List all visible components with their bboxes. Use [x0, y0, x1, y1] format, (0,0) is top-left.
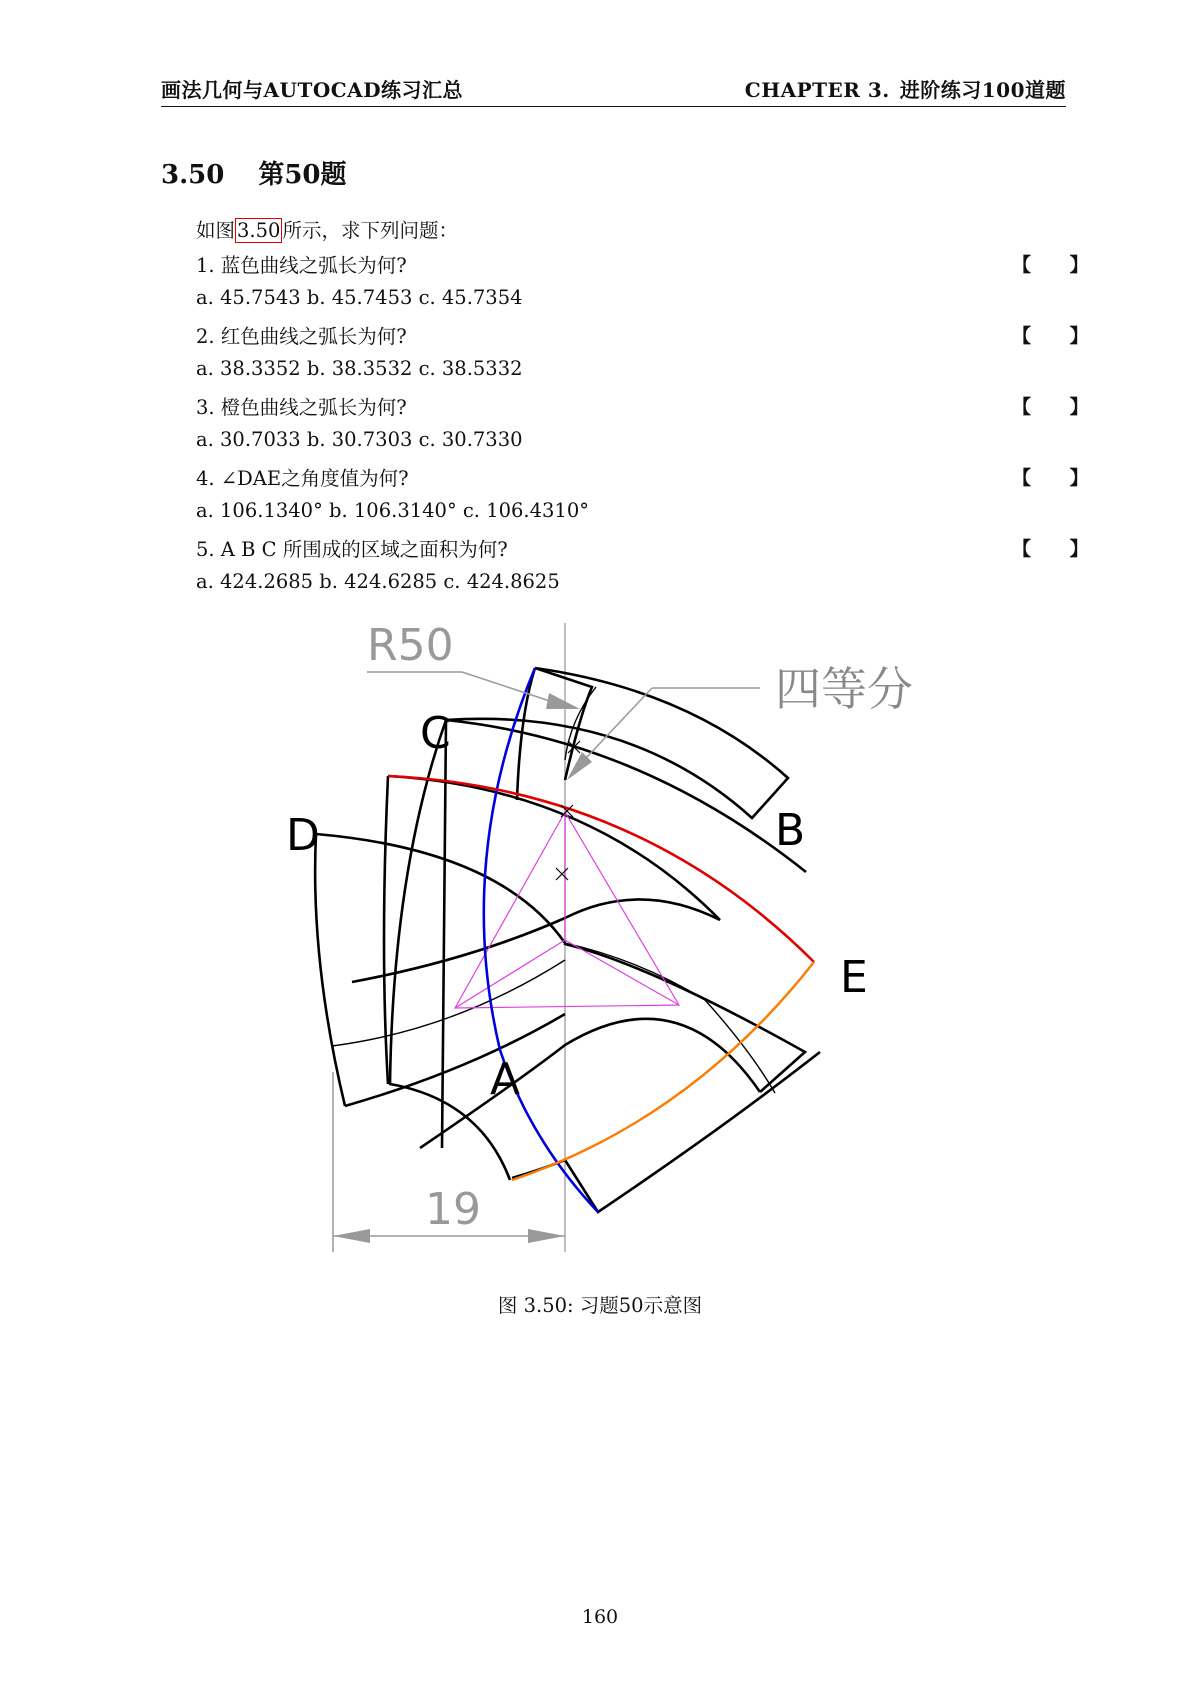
intro-prefix: 如图	[196, 219, 236, 242]
chapter-number: CHAPTER 3.	[744, 78, 890, 102]
middle-arc-1	[388, 776, 720, 920]
r50-label: R50	[367, 620, 454, 671]
label-e: E	[840, 952, 868, 1003]
question-5: 5. A B C 所围成的区域之面积为何?	[196, 538, 508, 561]
lower-arc	[420, 1019, 760, 1148]
dim-arrow-left	[333, 1229, 370, 1243]
answer-bracket-4[interactable]: 【 】	[1012, 467, 1105, 489]
running-header-title: 画法几何与AUTOCAD练习汇总	[161, 78, 464, 102]
question-4: 4. ∠DAE之角度值为何?	[196, 467, 409, 490]
d-bottom-edge	[345, 1014, 565, 1106]
left-arc-2	[384, 776, 388, 1084]
options-4: a. 106.1340° b. 106.3140° c. 106.4310°	[196, 499, 589, 522]
section-number: 3.50	[161, 160, 225, 190]
question-3: 3. 橙色曲线之弧长为何?	[196, 396, 407, 419]
intro-suffix: 所示，求下列问题：	[282, 219, 458, 242]
red-curve	[388, 776, 814, 962]
label-b: B	[775, 805, 806, 856]
black-outlines	[315, 668, 820, 1212]
figure-reference-link[interactable]: 3.50	[237, 219, 281, 242]
chapter-title: 进阶练习100道题	[899, 78, 1066, 102]
dim-arrow-right	[528, 1229, 565, 1243]
question-2: 2. 红色曲线之弧长为何?	[196, 325, 407, 348]
label-c: C	[420, 708, 451, 759]
label-a: A	[490, 1054, 521, 1105]
options-1: a. 45.7543 b. 45.7453 c. 45.7354	[196, 286, 523, 309]
answer-bracket-1[interactable]: 【 】	[1012, 254, 1105, 276]
r50-leader	[367, 620, 580, 709]
answer-bracket-2[interactable]: 【 】	[1012, 325, 1105, 347]
dim-19-label: 19	[425, 1184, 481, 1235]
thin-interior-lines	[332, 687, 775, 1093]
bottom-right-edge	[565, 1052, 820, 1212]
tick-3	[556, 868, 568, 880]
options-5: a. 424.2685 b. 424.6285 c. 424.8625	[196, 570, 560, 593]
section-title: 第50题	[258, 160, 347, 190]
options-3: a. 30.7033 b. 30.7303 c. 30.7330	[196, 428, 523, 451]
figure-caption: 图 3.50: 习题50示意图	[497, 1294, 703, 1317]
orange-curve	[512, 962, 814, 1180]
page-number: 160	[581, 1606, 619, 1628]
quarter-label: 四等分	[775, 662, 913, 716]
label-d: D	[286, 810, 320, 861]
question-1: 1. 蓝色曲线之弧长为何?	[196, 254, 407, 277]
options-2: a. 38.3352 b. 38.3532 c. 38.5332	[196, 357, 523, 380]
answer-bracket-5[interactable]: 【 】	[1012, 538, 1105, 560]
answer-bracket-3[interactable]: 【 】	[1012, 396, 1105, 418]
r50-arrowhead	[546, 693, 580, 709]
d-left-arc	[315, 834, 345, 1106]
